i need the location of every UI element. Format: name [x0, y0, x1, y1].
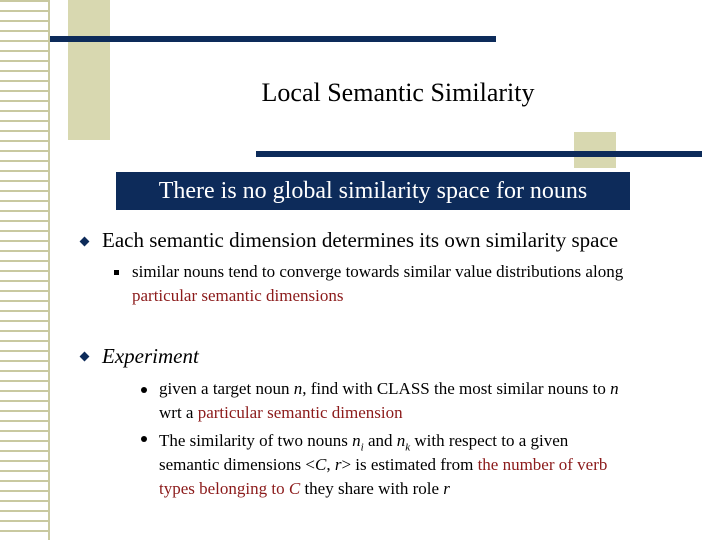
middle-rule	[256, 151, 702, 157]
round-bullet-icon	[141, 387, 147, 393]
banner: There is no global similarity space for nouns	[116, 172, 630, 210]
sub-bullet-2-line1: given a target noun n, find with CLASS the most similar nouns to n	[159, 379, 619, 398]
bullet-2: Experiment	[102, 344, 199, 368]
decorative-block-small	[574, 132, 616, 168]
decorative-stripes	[0, 0, 50, 540]
sub-bullet-1-line2: particular semantic dimensions	[132, 286, 344, 305]
square-bullet-icon	[114, 270, 119, 275]
bullet-1: Each semantic dimension determines its own similarity space	[102, 228, 619, 252]
sub-bullet-3-line1: The similarity of two nouns $n_i$ and $n_k$ with respect to a given	[159, 431, 569, 454]
sub-bullet-2-line2: wrt a particular semantic dimension	[159, 403, 403, 422]
sub-bullet-3-line3: types belonging to C they share with role r	[159, 479, 450, 498]
sub-bullet-3-line2: semantic dimensions <C, r> is estimated from the number of verb	[159, 455, 608, 474]
round-bullet-icon	[141, 436, 147, 442]
diamond-bullet-icon	[80, 352, 90, 362]
top-rule	[50, 36, 496, 42]
sub-bullet-1-line1: similar nouns tend to converge towards similar value distributions along	[132, 262, 624, 281]
decorative-block	[68, 0, 110, 140]
slide-title: Local Semantic Similarity	[261, 78, 535, 107]
diamond-bullet-icon	[80, 237, 90, 247]
